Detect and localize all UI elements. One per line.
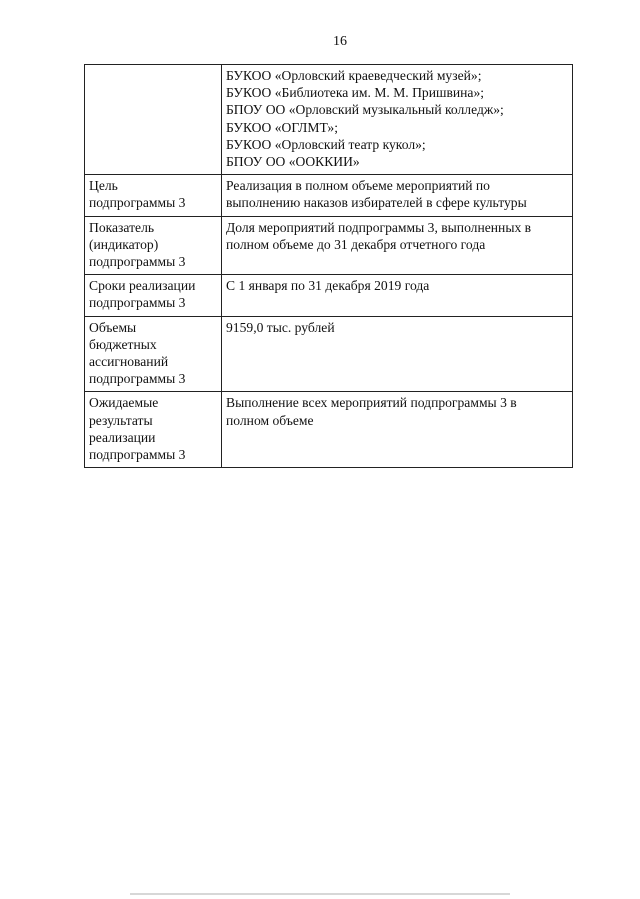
row-label-line: реализации: [89, 429, 156, 445]
row-label-line: (индикатор): [89, 236, 159, 252]
page-number: 16: [333, 34, 347, 49]
row-value-line: выполнению наказов избирателей в сфере культуры: [226, 195, 527, 211]
row-value-line: полном объеме: [226, 412, 314, 428]
organization-line: БУКОО «Орловский краеведческий музей»;: [226, 68, 482, 83]
row-label-line: Цель: [89, 178, 118, 194]
table-row: [85, 216, 573, 275]
row-value-cell: [222, 316, 573, 392]
row-label-line: ассигнований: [89, 354, 169, 370]
row-value-line: Реализация в полном объеме мероприятий по: [226, 178, 490, 194]
table-row: [85, 175, 573, 216]
organization-line: БПОУ ОО «Орловский музыкальный колледж»;: [226, 102, 504, 118]
row-label-line: Ожидаемые: [89, 395, 159, 411]
row-value-line: 9159,0 тыс. рублей: [226, 319, 335, 335]
organization-line: БУКОО «Орловский театр кукол»;: [226, 136, 426, 152]
row-value-line: С 1 января по 31 декабря 2019 года: [226, 278, 430, 294]
table-row: [85, 275, 573, 316]
row-label-cell: [85, 175, 222, 216]
organization-line: БУКОО «Библиотека им. М. М. Пришвина»;: [226, 85, 485, 101]
row-label-line: Сроки реализации: [89, 278, 196, 294]
row-label-line: подпрограммы 3: [89, 254, 186, 270]
organization-line: БУКОО «ОГЛМТ»;: [226, 119, 338, 135]
row-label-line: бюджетных: [89, 336, 157, 352]
scan-edge-divider: [130, 893, 510, 895]
row-value-cell: [222, 216, 573, 275]
row-value-line: полном объеме до 31 декабря отчетного года: [226, 236, 486, 252]
row-value-line: Выполнение всех мероприятий подпрограммы 3 в: [226, 395, 517, 411]
row-label-cell: [85, 216, 222, 275]
row-value-cell: [222, 65, 573, 175]
row-value-line: Доля мероприятий подпрограммы 3, выполненных в: [226, 219, 532, 235]
table-row: [85, 392, 573, 468]
table-row: [85, 316, 573, 392]
row-value-cell: [222, 275, 573, 316]
row-value-cell: [222, 175, 573, 216]
row-label-line: Показатель: [89, 219, 155, 235]
row-label-line: подпрограммы 3: [89, 371, 186, 387]
row-label-line: результаты: [89, 412, 153, 428]
organization-line: БПОУ ОО «ООККИИ»: [226, 154, 360, 170]
table-row: [85, 65, 573, 175]
row-label-line: подпрограммы 3: [89, 447, 186, 463]
row-label-cell: [85, 392, 222, 468]
subprogram-passport-table: [84, 64, 573, 468]
row-label-line: подпрограммы 3: [89, 195, 186, 211]
row-label-line: подпрограммы 3: [89, 295, 186, 311]
row-label-cell: [85, 316, 222, 392]
row-label-line: Объемы: [89, 319, 137, 335]
row-value-cell: [222, 392, 573, 468]
row-label-cell: [85, 65, 222, 175]
row-label-cell: [85, 275, 222, 316]
